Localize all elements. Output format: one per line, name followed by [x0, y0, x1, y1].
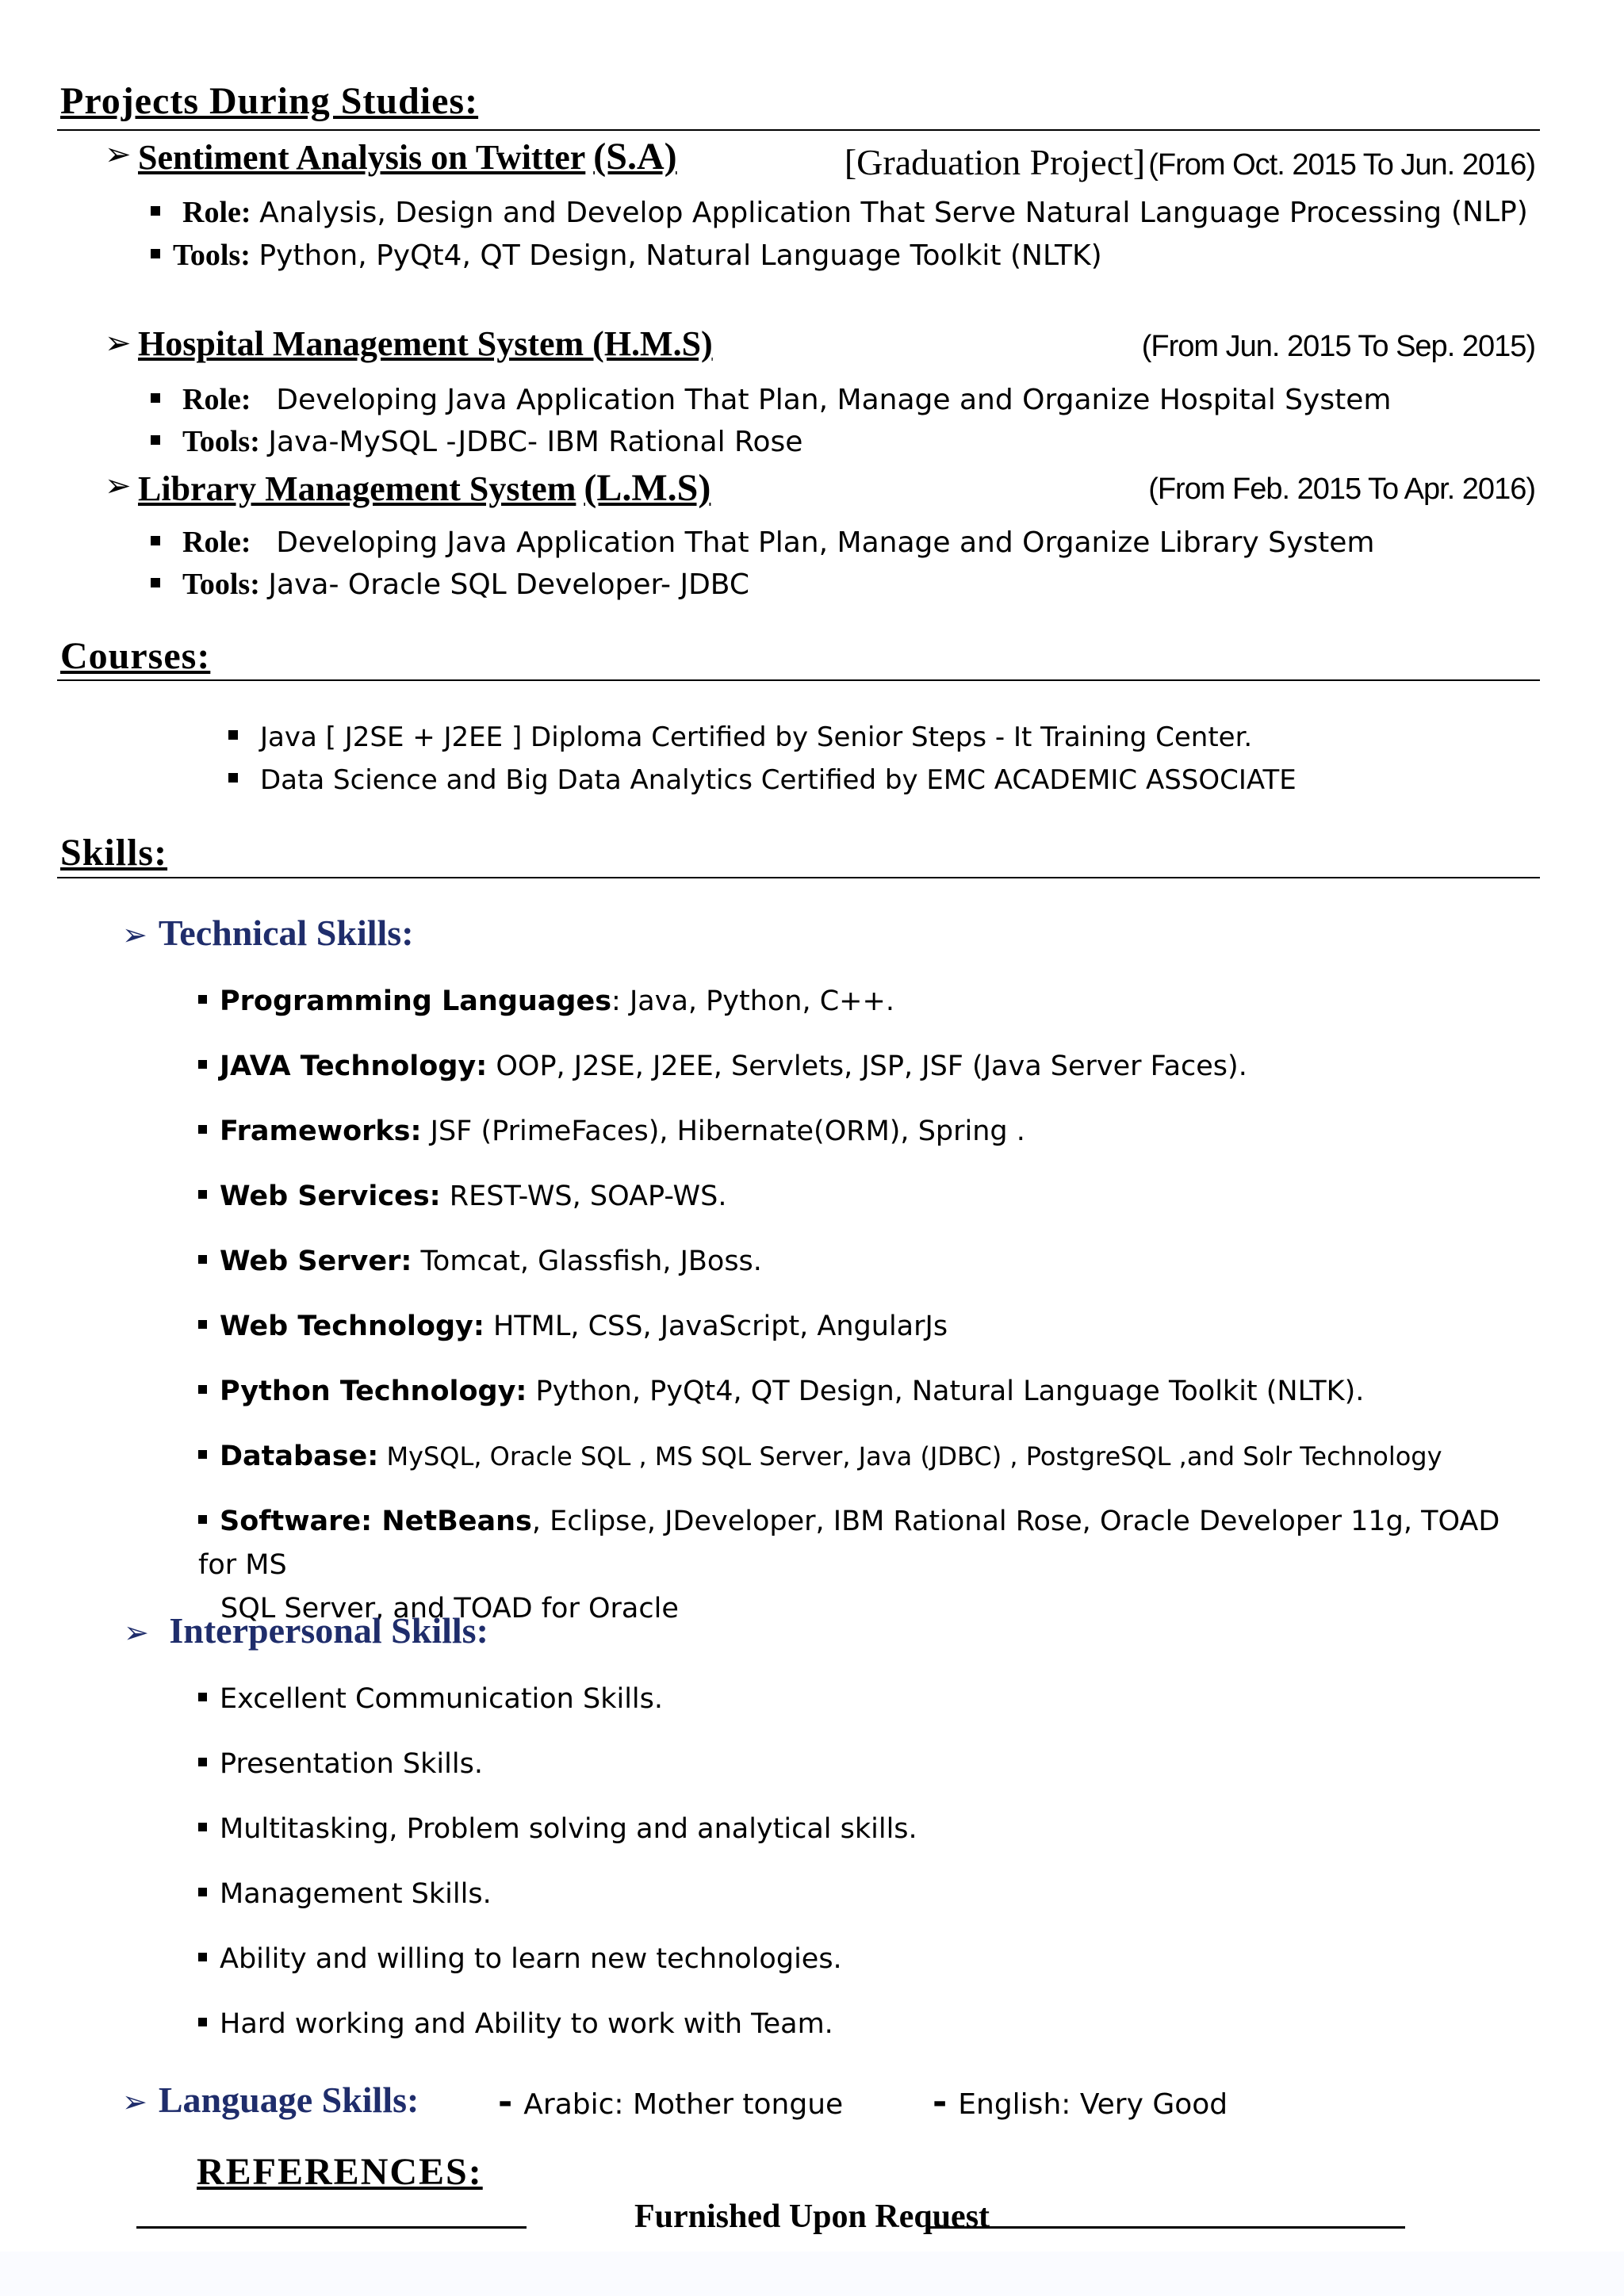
square-bullet-icon: [151, 249, 160, 258]
project-dates: (From Feb. 2015 To Apr. 2016): [1148, 473, 1535, 506]
square-bullet-icon: [151, 536, 160, 545]
project-role: Role: Developing Java Application That Plan, Manage and Organize Library System: [151, 525, 1374, 560]
arrow-right-icon: ➢: [122, 917, 147, 952]
interpersonal-item: Presentation Skills.: [198, 1743, 1546, 1786]
project-library-management: [105, 466, 1540, 517]
references-heading: REFERENCES:: [197, 2151, 483, 2193]
project-role-suffix: (NLP): [1451, 196, 1528, 228]
project-title: Hospital Management System (H.M.S): [138, 324, 713, 363]
project-label: [Graduation Project]: [844, 142, 1146, 182]
skill-item: Web Server: Tomcat, Glassfish, JBoss.: [198, 1240, 1546, 1284]
skill-item: Database: MySQL, Oracle SQL , MS SQL Server, Java (JDBC) , PostgreSQL ,and Solr Technology: [198, 1435, 1546, 1479]
technical-skills-heading: ➢ Technical Skills:: [122, 913, 414, 953]
interpersonal-item: Hard working and Ability to work with Team.: [198, 2003, 1546, 2046]
project-dates: (From Jun. 2015 To Sep. 2015): [1141, 330, 1535, 363]
project-role: Role: Analysis, Design and Develop Application That Serve Natural Language Processing: [151, 195, 1442, 230]
project-tools: Tools: Python, PyQt4, QT Design, Natural Language Toolkit (NLTK): [151, 238, 1102, 273]
square-bullet-icon: [198, 1693, 207, 1701]
square-bullet-icon: [151, 578, 160, 587]
skill-item: Python Technology: Python, PyQt4, QT Design, Natural Language Toolkit (NLTK).: [198, 1370, 1546, 1414]
project-sentiment-analysis: [105, 135, 1540, 186]
interpersonal-item: Ability and willing to learn new technologies.: [198, 1938, 1546, 1981]
references-text: Furnished Upon Request: [634, 2198, 990, 2235]
square-bullet-icon: [198, 995, 207, 1004]
square-bullet-icon: [198, 1385, 207, 1394]
square-bullet-icon: [198, 1320, 207, 1329]
square-bullet-icon: [198, 1060, 207, 1069]
arrow-right-icon: ➢: [105, 468, 132, 504]
square-bullet-icon: [198, 2018, 207, 2026]
skill-item: JAVA Technology: OOP, J2SE, J2EE, Servlets, JSP, JSF (Java Server Faces).: [198, 1045, 1546, 1089]
course-item: Data Science and Big Data Analytics Certified by EMC ACADEMIC ASSOCIATE: [228, 763, 1297, 797]
square-bullet-icon: [198, 1255, 207, 1264]
projects-divider: [57, 129, 1540, 131]
skills-divider: [57, 877, 1540, 878]
square-bullet-icon: [151, 393, 160, 403]
square-bullet-icon: [198, 1888, 207, 1896]
square-bullet-icon: [198, 1758, 207, 1766]
arrow-right-icon: ➢: [105, 325, 132, 362]
square-bullet-icon: [151, 206, 160, 216]
arrow-right-icon: ➢: [105, 136, 132, 173]
project-tools: Tools: Java-MySQL -JDBC- IBM Rational Rose: [151, 424, 802, 459]
courses-heading: Courses:: [60, 635, 211, 677]
square-bullet-icon: [198, 1190, 207, 1199]
skill-item: Frameworks: JSF (PrimeFaces), Hibernate(ORM), Spring .: [198, 1110, 1546, 1154]
square-bullet-icon: [198, 1953, 207, 1961]
projects-heading: Projects During Studies:: [60, 80, 479, 122]
project-dates: [Graduation Project] (From Oct. 2015 To Jun. 2016): [844, 142, 1535, 182]
project-abbr: (L.M.S): [584, 467, 711, 509]
square-bullet-icon: [198, 1823, 207, 1831]
language-item-english: - English: Very Good: [933, 2082, 1228, 2122]
interpersonal-item: Excellent Communication Skills.: [198, 1678, 1546, 1721]
project-title: Sentiment Analysis on Twitter (S.A): [138, 136, 677, 178]
skill-item: Web Services: REST-WS, SOAP-WS.: [198, 1175, 1546, 1219]
square-bullet-icon: [151, 435, 160, 445]
skill-item: Programming Languages: Java, Python, C++.: [198, 980, 1546, 1024]
square-bullet-icon: [198, 1450, 207, 1459]
project-hospital-management: [105, 323, 1540, 374]
interpersonal-item: Management Skills.: [198, 1873, 1546, 1916]
interpersonal-item: Multitasking, Problem solving and analytical skills.: [198, 1808, 1546, 1851]
square-bullet-icon: [198, 1515, 207, 1524]
project-tools: Tools: Java- Oracle SQL Developer- JDBC: [151, 567, 749, 602]
square-bullet-icon: [228, 730, 238, 740]
project-title: Library Management System (L.M.S): [138, 467, 711, 509]
arrow-right-icon: ➢: [124, 1615, 149, 1650]
course-item: Java [ J2SE + J2EE ] Diploma Certified by Senior Steps - It Training Center.: [228, 720, 1252, 754]
project-role: Role: Developing Java Application That Plan, Manage and Organize Hospital System: [151, 382, 1391, 417]
page-bottom-edge: [0, 2252, 1624, 2296]
language-item-arabic: - Arabic: Mother tongue: [498, 2082, 844, 2122]
courses-divider: [57, 679, 1540, 681]
skill-item: Web Technology: HTML, CSS, JavaScript, AngularJs: [198, 1305, 1546, 1349]
skills-heading: Skills:: [60, 832, 168, 874]
arrow-right-icon: ➢: [122, 2084, 147, 2119]
square-bullet-icon: [198, 1125, 207, 1134]
skill-item: Software: NetBeans, Eclipse, JDeveloper, IBM Rational Rose, Oracle Developer 11g, TOAD for MS SQL Server, and TOAD for Oracle: [198, 1506, 1500, 1624]
interpersonal-skills-heading: ➢ Interpersonal Skills:: [124, 1610, 488, 1651]
language-skills-heading: ➢ Language Skills:: [122, 2080, 419, 2120]
square-bullet-icon: [228, 773, 238, 783]
project-abbr: (S.A): [593, 136, 677, 178]
